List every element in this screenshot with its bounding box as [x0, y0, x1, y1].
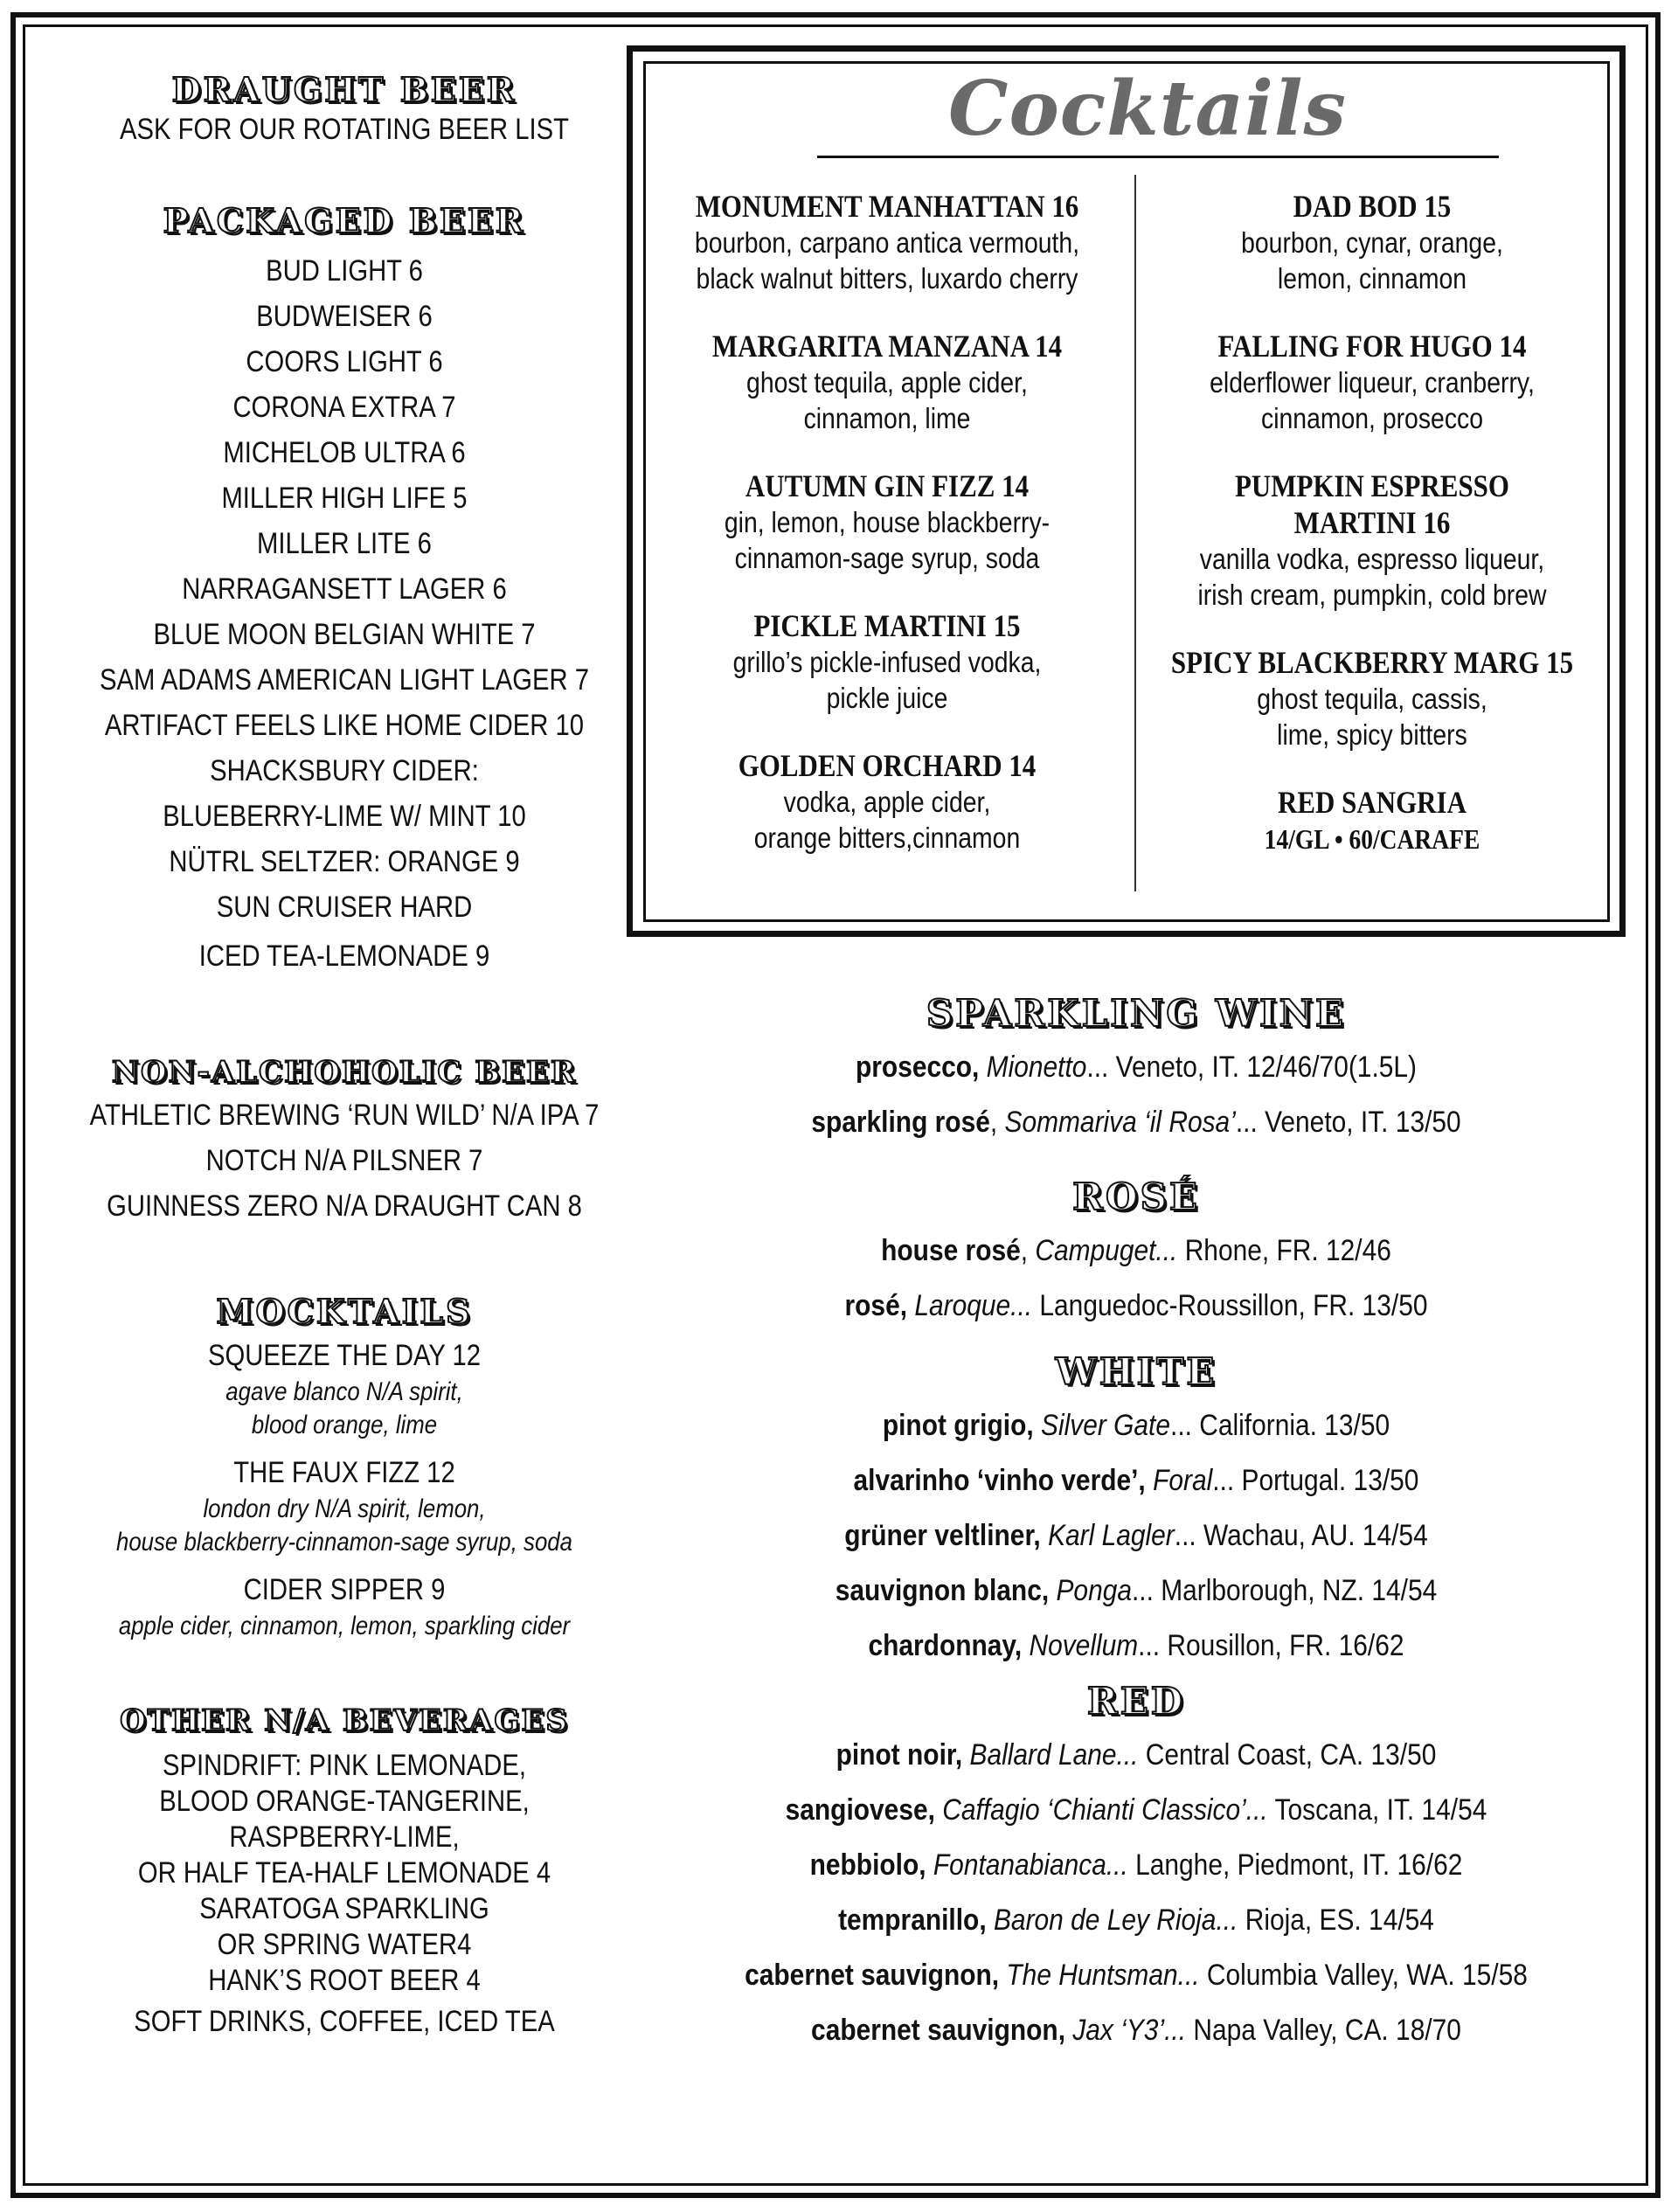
wine-varietal: alvarinho ‘vinho verde’, [853, 1464, 1146, 1497]
cocktail-desc: pickle juice [826, 682, 948, 714]
other-na-title: OTHER N/A BEVERAGES [120, 1703, 569, 1738]
wine-region-price: ... Veneto, IT. 13/50 [1235, 1106, 1461, 1139]
wine-producer: Jax ‘Y3’... [1072, 2014, 1187, 2047]
cocktail-item [1136, 644, 1608, 752]
wine-list [655, 988, 1617, 2058]
list-item: NOTCH N/A PILSNER 7 [205, 1144, 483, 1177]
mocktail-item [38, 1453, 650, 1559]
wine-item [713, 1279, 1559, 1334]
wine-region-price: ... Wachau, AU. 14/54 [1174, 1519, 1428, 1552]
list-item: BLUE MOON BELGIAN WHITE 7 [153, 618, 536, 651]
wine-region-price: ... California. 13/50 [1170, 1409, 1390, 1442]
list-item: BLOOD ORANGE-TANGERINE, [159, 1785, 530, 1818]
wine-producer: Foral [1153, 1464, 1213, 1497]
wine-producer: Ponga [1056, 1574, 1132, 1607]
other-na-list [38, 1748, 650, 2040]
wine-producer: Baron de Ley Rioja... [993, 1903, 1238, 1937]
packaged-beer-title: PACKAGED BEER [163, 201, 526, 240]
cocktail-name: MARGARITA MANZANA 14 [711, 329, 1063, 364]
cocktail-name: PUMPKIN ESPRESSO [1235, 468, 1509, 503]
list-item: SOFT DRINKS, COFFEE, ICED TEA [134, 2005, 555, 2038]
list-item: BUDWEISER 6 [256, 300, 433, 333]
cocktail-desc: black walnut bitters, luxardo cherry [696, 262, 1078, 295]
wine-producer: The Huntsman... [1006, 1959, 1200, 1992]
wine-varietal: house rosé [881, 1234, 1021, 1267]
mocktail-desc: blood orange, lime [251, 1411, 438, 1439]
cocktail-desc: elderflower liqueur, cranberry, [1210, 366, 1535, 399]
cocktail-item [651, 607, 1123, 716]
wine-producer: Fontanabianca... [933, 1848, 1128, 1882]
list-item: SAM ADAMS AMERICAN LIGHT LAGER 7 [99, 663, 590, 697]
wine-varietal: chardonnay, [868, 1629, 1023, 1662]
list-item: ATHLETIC BREWING ‘RUN WILD’ N/A IPA 7 [89, 1099, 600, 1132]
mocktail-name: THE FAUX FIZZ 12 [233, 1456, 455, 1489]
draught-beer-note: ASK FOR OUR ROTATING BEER LIST [120, 113, 569, 146]
wine-producer: Sommariva ‘il Rosa’ [1004, 1106, 1236, 1139]
list-item: NARRAGANSETT LAGER 6 [182, 572, 507, 606]
list-item: MILLER HIGH LIFE 5 [221, 482, 468, 515]
white-title: WHITE [1055, 1350, 1217, 1393]
wine-producer: Laroque... [914, 1289, 1033, 1322]
non-alcoholic-beer-title: NON-ALCHOHOLIC BEER [111, 1055, 578, 1090]
wine-varietal: rosé, [844, 1289, 908, 1322]
wine-item [713, 1838, 1559, 1893]
red-title: RED [1086, 1680, 1186, 1723]
wine-producer: Ballard Lane... [969, 1738, 1139, 1772]
cocktail-item-sangria [1136, 784, 1608, 857]
wine-varietal: nebbiolo, [809, 1848, 926, 1882]
sangria-name: RED SANGRIA [1278, 785, 1467, 820]
mocktail-desc: apple cider, cinnamon, lemon, sparkling cider [118, 1612, 571, 1640]
list-item: CORONA EXTRA 7 [232, 391, 456, 424]
wine-varietal: sangiovese, [785, 1793, 935, 1827]
mocktail-name: CIDER SIPPER 9 [243, 1573, 446, 1606]
wine-item [713, 1095, 1559, 1150]
wine-producer: Novellum [1029, 1629, 1139, 1662]
left-column [38, 70, 650, 2040]
cocktail-item [1136, 328, 1608, 436]
wine-item [713, 1508, 1559, 1564]
wine-varietal: grüner veltliner, [844, 1519, 1041, 1552]
wine-item [713, 1783, 1559, 1838]
list-item: ICED TEA-LEMONADE 9 [198, 940, 490, 973]
mocktails-list [38, 1335, 650, 1643]
cocktail-desc: ghost tequila, apple cider, [746, 366, 1028, 399]
cocktail-item [1136, 468, 1608, 613]
list-item: SHACKSBURY CIDER: [210, 754, 479, 787]
wine-region-price: ... Veneto, IT. 12/46/70(1.5L) [1086, 1051, 1418, 1084]
wine-item [713, 1948, 1559, 2003]
cocktail-name: MONUMENT MANHATTAN 16 [695, 189, 1079, 224]
list-item: SPINDRIFT: PINK LEMONADE, [163, 1749, 526, 1782]
wine-varietal: tempranillo, [838, 1903, 987, 1937]
non-alcoholic-list [38, 1092, 650, 1229]
wine-item [713, 1224, 1559, 1279]
cocktail-desc: cinnamon, lime [803, 402, 971, 434]
cocktail-desc: grillo’s pickle-infused vodka, [732, 646, 1042, 678]
wine-item [713, 1453, 1559, 1508]
list-item: NÜTRL SELTZER: ORANGE 9 [169, 845, 520, 878]
cocktail-item [651, 468, 1123, 576]
cocktail-desc: vanilla vodka, espresso liqueur, [1199, 543, 1545, 575]
cocktail-name: PICKLE MARTINI 15 [753, 608, 1021, 643]
wine-item [713, 2003, 1559, 2058]
list-item: MILLER LITE 6 [257, 527, 432, 560]
cocktail-item [651, 328, 1123, 436]
wine-separator: , [989, 1106, 1005, 1139]
mocktail-desc: agave blanco N/A spirit, [225, 1377, 463, 1406]
list-item: BLUEBERRY-LIME W/ MINT 10 [163, 800, 526, 833]
wine-producer: Campuget... [1035, 1234, 1178, 1267]
mocktail-desc: london dry N/A spirit, lemon, [203, 1494, 486, 1523]
cocktail-desc: gin, lemon, house blackberry- [724, 506, 1050, 538]
wine-item [713, 1728, 1559, 1783]
rose-title: ROSÉ [1072, 1175, 1200, 1218]
wine-item [713, 1564, 1559, 1619]
cocktails-title-rule [817, 156, 1499, 158]
cocktail-desc: bourbon, carpano antica vermouth, [694, 226, 1080, 259]
cocktails-right-column [1136, 188, 1608, 889]
wine-varietal: pinot noir, [836, 1738, 963, 1772]
wine-producer: Mionetto [986, 1051, 1087, 1084]
cocktail-desc: ghost tequila, cassis, [1257, 683, 1487, 715]
mocktail-item [38, 1570, 650, 1643]
mocktail-name: SQUEEZE THE DAY 12 [207, 1339, 481, 1372]
wine-producer: Caffagio ‘Chianti Classico’... [942, 1793, 1268, 1827]
cocktail-name: DAD BOD 15 [1293, 189, 1452, 224]
list-item: OR HALF TEA-HALF LEMONADE 4 [137, 1856, 551, 1890]
list-item: COORS LIGHT 6 [246, 345, 443, 378]
cocktail-desc: lemon, cinnamon [1277, 262, 1467, 295]
wine-region-price: Napa Valley, CA. 18/70 [1186, 2014, 1461, 2047]
wine-varietal: pinot grigio, [882, 1409, 1034, 1442]
mocktails-title: MOCKTAILS [216, 1292, 473, 1331]
cocktail-item [1136, 188, 1608, 296]
packaged-beer-list [38, 248, 650, 982]
list-item: MICHELOB ULTRA 6 [223, 436, 466, 469]
wine-region-price: ... Marlborough, NZ. 14/54 [1131, 1574, 1438, 1607]
wine-region-price: Toscana, IT. 14/54 [1267, 1793, 1487, 1827]
wine-varietal: prosecco, [855, 1051, 980, 1084]
cocktail-desc: bourbon, cynar, orange, [1241, 226, 1503, 259]
list-item: BUD LIGHT 6 [266, 254, 423, 288]
cocktail-desc: orange bitters,cinnamon [753, 822, 1021, 854]
wine-varietal: cabernet sauvignon, [811, 2014, 1066, 2047]
cocktail-item [651, 747, 1123, 856]
wine-varietal: sparkling rosé [811, 1106, 990, 1139]
list-item: SARATOGA SPARKLING [199, 1892, 489, 1925]
wine-region-price: Langhe, Piedmont, IT. 16/62 [1127, 1848, 1463, 1882]
wine-varietal: sauvignon blanc, [835, 1574, 1050, 1607]
wine-region-price: Languedoc-Roussillon, FR. 13/50 [1032, 1289, 1428, 1322]
wine-region-price: Rhone, FR. 12/46 [1177, 1234, 1391, 1267]
wine-region-price: Columbia Valley, WA. 15/58 [1199, 1959, 1528, 1992]
cocktail-name: GOLDEN ORCHARD 14 [738, 748, 1037, 783]
cocktail-desc: cinnamon, prosecco [1261, 402, 1483, 434]
mocktail-desc: house blackberry-cinnamon-sage syrup, soda [115, 1528, 573, 1557]
wine-item [713, 1398, 1559, 1453]
wine-region-price: ... Rousillon, FR. 16/62 [1138, 1629, 1404, 1662]
cocktail-desc: vodka, apple cider, [783, 786, 991, 818]
wine-region-price: ... Portugal. 13/50 [1212, 1464, 1419, 1497]
wine-producer: Silver Gate [1041, 1409, 1171, 1442]
cocktail-name: SPICY BLACKBERRY MARG 15 [1170, 645, 1574, 680]
cocktail-item [651, 188, 1123, 296]
wine-varietal: cabernet sauvignon, [745, 1959, 1000, 1992]
cocktails-left-column [651, 188, 1123, 887]
list-item: RASPBERRY-LIME, [229, 1820, 460, 1854]
list-item: GUINNESS ZERO N/A DRAUGHT CAN 8 [107, 1189, 582, 1223]
cocktail-name: FALLING FOR HUGO 14 [1217, 329, 1527, 364]
wine-producer: Karl Lagler [1048, 1519, 1175, 1552]
cocktail-name: AUTUMN GIN FIZZ 14 [745, 468, 1030, 503]
wine-region-price: Central Coast, CA. 13/50 [1138, 1738, 1437, 1772]
list-item: SUN CRUISER HARD [216, 891, 473, 924]
list-item: ARTIFACT FEELS LIKE HOME CIDER 10 [104, 709, 585, 742]
mocktail-item [38, 1335, 650, 1442]
draught-beer-title: DRAUGHT BEER [171, 70, 517, 109]
cocktail-desc: lime, spicy bitters [1277, 718, 1467, 751]
sangria-price: 14/GL • 60/CARAFE [1264, 823, 1480, 855]
wine-item [713, 1619, 1559, 1674]
cocktails-title: Cocktails [948, 65, 1347, 153]
cocktail-name: MARTINI 16 [1293, 505, 1451, 540]
wine-item [713, 1040, 1559, 1095]
cocktail-desc: irish cream, pumpkin, cold brew [1197, 579, 1547, 611]
cocktail-desc: cinnamon-sage syrup, soda [734, 542, 1040, 574]
sparkling-wine-title: SPARKLING WINE [926, 992, 1347, 1035]
list-item: OR SPRING WATER4 [217, 1928, 472, 1961]
list-item: HANK’S ROOT BEER 4 [208, 1964, 481, 1997]
wine-region-price: Rioja, ES. 14/54 [1238, 1903, 1434, 1937]
wine-separator: , [1020, 1234, 1036, 1267]
wine-item [713, 1893, 1559, 1948]
